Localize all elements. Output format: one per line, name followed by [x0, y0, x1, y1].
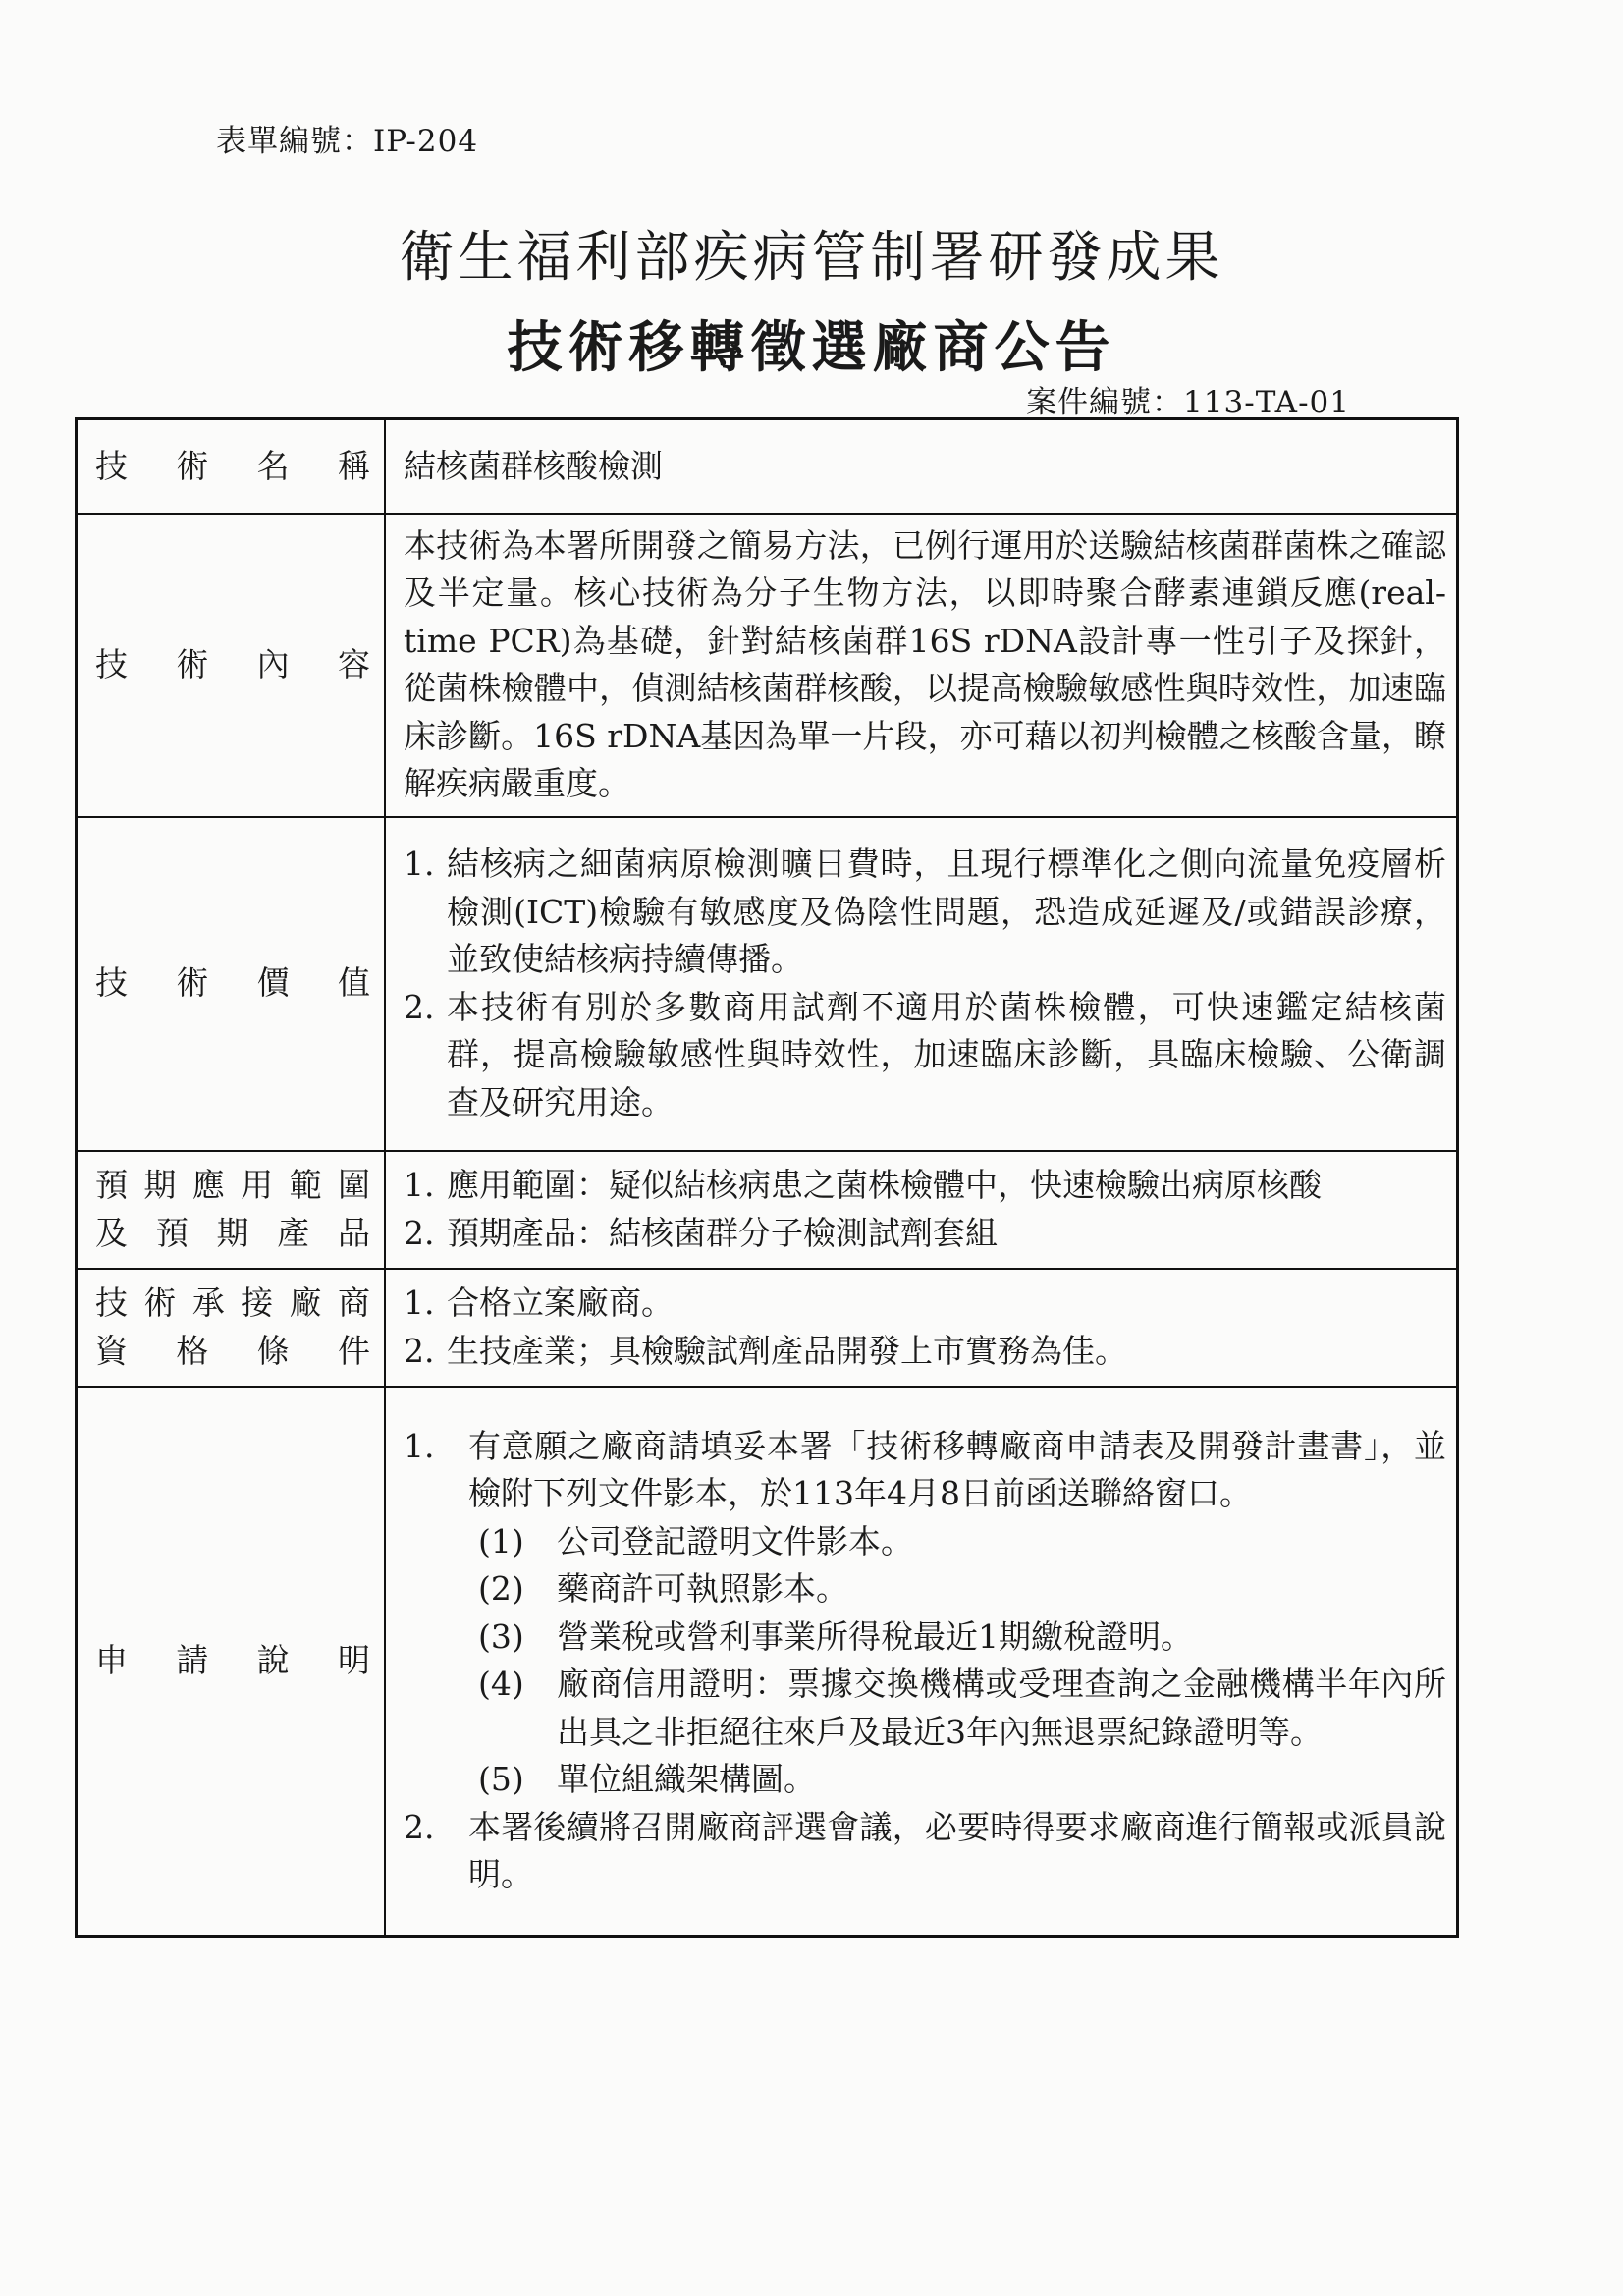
sub-item-text: 廠商信用證明：票據交換機構或受理查詢之金融機構半年內所出具之非拒絕往來戶及最近3年內無退票紀錄證明等。 — [557, 1665, 1446, 1751]
label-char: 品 — [338, 1213, 370, 1252]
label-text — [95, 959, 370, 1008]
label-qualification — [77, 1269, 386, 1387]
row-tech-content — [77, 514, 1458, 817]
label-tech-value — [77, 817, 386, 1151]
value-qualification — [385, 1269, 1458, 1387]
label-char: 申 — [95, 1641, 128, 1679]
sub-item-number: (2) — [478, 1569, 524, 1609]
sub-item-number: (4) — [478, 1665, 524, 1704]
list-item — [404, 1210, 1446, 1258]
label-char: 期 — [216, 1213, 249, 1252]
label-char: 內 — [256, 644, 290, 683]
value-tech-content: 本技術為本署所開發之簡易方法，已例行運用於送驗結核菌群菌株之確認及半定量。核心技術為分子生物方法，以即時聚合酵素連鎖反應(real-time PCR)為基礎，針對結核菌群16S rDNA設計專一性引子及探針，從菌株檢體中，偵測結核菌群核酸，以提高檢驗敏感性與時效性，加速臨床診斷。16S rDNA基因為單一片段，亦可藉以初判檢體之核酸含量，瞭解疾病嚴重度。 — [385, 514, 1458, 817]
row-apply-instructions — [77, 1387, 1458, 1937]
label-char: 及 — [95, 1213, 128, 1252]
sub-list — [468, 1518, 1446, 1804]
list-item — [404, 984, 1446, 1127]
value-tech-value — [385, 817, 1458, 1151]
label-application — [77, 1151, 386, 1269]
label-char: 用 — [241, 1166, 274, 1204]
label-char: 請 — [176, 1641, 209, 1679]
label-tech-name — [77, 419, 386, 514]
label-char: 說 — [256, 1641, 290, 1679]
label-char: 值 — [337, 963, 370, 1003]
label-char: 預 — [95, 1166, 128, 1204]
sub-item-text: 營業稅或營利事業所得稅最近1期繳稅證明。 — [557, 1616, 1193, 1656]
label-char: 術 — [143, 1284, 177, 1322]
label-text-line1 — [95, 1280, 370, 1328]
item-number: 1. — [404, 1166, 435, 1204]
row-tech-value — [77, 817, 1458, 1151]
item-number: 1. — [404, 1284, 435, 1322]
label-char: 產 — [277, 1213, 310, 1252]
item-text: 本技術有別於多數商用試劑不適用於菌株檢體，可快速鑑定結核菌群，提高檢驗敏感性與時效性，加速臨床診斷，具臨床檢驗、公衛調查及研究用途。 — [447, 987, 1446, 1121]
item-number: 2. — [404, 1331, 435, 1370]
label-text-line2 — [95, 1328, 370, 1376]
row-application — [77, 1151, 1458, 1269]
value-application — [385, 1151, 1458, 1269]
sub-item-number: (3) — [478, 1616, 524, 1656]
value-tech-name: 結核菌群核酸檢測 — [385, 419, 1458, 514]
form-number: 表單編號：IP-204 — [216, 124, 479, 159]
sub-item-text: 藥商許可執照影本。 — [557, 1569, 848, 1609]
announcement-table — [75, 417, 1459, 1938]
label-char: 技 — [95, 446, 128, 485]
list-item — [404, 1280, 1446, 1328]
label-char: 技 — [95, 1284, 128, 1322]
sub-list-item — [468, 1518, 1446, 1566]
label-char: 術 — [176, 644, 209, 683]
label-text-line2 — [95, 1210, 370, 1258]
sub-item-number: (1) — [478, 1521, 524, 1560]
item-text: 有意願之廠商請填妥本署「技術移轉廠商申請表及開發計畫書」，並檢附下列文件影本，於113年4月8日前函送聯絡窗口。 — [468, 1426, 1446, 1513]
label-apply-instructions — [77, 1387, 386, 1937]
label-char: 術 — [176, 963, 209, 1003]
list-item — [404, 1162, 1446, 1210]
label-char: 應 — [191, 1166, 225, 1204]
sub-item-number: (5) — [478, 1760, 524, 1799]
label-char: 技 — [95, 644, 128, 683]
item-number: 2. — [404, 1213, 435, 1252]
label-char: 容 — [337, 644, 370, 683]
label-text — [95, 641, 370, 689]
label-char: 承 — [191, 1284, 225, 1322]
document-title: 衛生福利部疾病管制署研發成果 — [399, 226, 1224, 290]
item-text: 預期產品：結核菌群分子檢測試劑套組 — [447, 1213, 998, 1252]
item-number: 1. — [404, 1426, 435, 1465]
label-char: 資 — [95, 1331, 128, 1370]
label-char: 範 — [289, 1166, 322, 1204]
label-char: 廠 — [289, 1284, 322, 1322]
item-text: 合格立案廠商。 — [447, 1284, 674, 1322]
value-apply-instructions — [385, 1387, 1458, 1937]
label-char: 期 — [143, 1166, 177, 1204]
label-char: 條 — [256, 1331, 290, 1370]
item-text: 本署後續將召開廠商評選會議，必要時得要求廠商進行簡報或派員說明。 — [468, 1807, 1446, 1894]
label-char: 價 — [256, 963, 290, 1003]
label-char: 預 — [155, 1213, 189, 1252]
label-char: 商 — [337, 1284, 370, 1322]
sub-item-text: 公司登記證明文件影本。 — [557, 1521, 913, 1560]
item-text: 生技產業；具檢驗試劑產品開發上市實務為佳。 — [447, 1331, 1127, 1370]
label-char: 件 — [337, 1331, 370, 1370]
label-char: 明 — [337, 1641, 370, 1679]
label-text-line1 — [95, 1162, 370, 1210]
row-qualification — [77, 1269, 1458, 1387]
sub-list-item — [468, 1565, 1446, 1613]
item-body — [468, 1423, 1446, 1804]
item-number: 1. — [404, 845, 435, 883]
label-char: 稱 — [337, 446, 370, 485]
label-char: 名 — [256, 446, 290, 485]
sub-list-item — [468, 1613, 1446, 1662]
sub-item-text: 單位組織架構圖。 — [557, 1760, 816, 1799]
label-char: 格 — [176, 1331, 209, 1370]
label-text — [95, 1637, 370, 1685]
item-text: 結核病之細菌病原檢測曠日費時，且現行標準化之側向流量免疫層析檢測(ICT)檢驗有敏感度及偽陰性問題，恐造成延遲及/或錯誤診療，並致使結核病持續傳播。 — [447, 845, 1446, 978]
label-char: 技 — [95, 963, 128, 1003]
label-tech-content — [77, 514, 386, 817]
sub-list-item — [468, 1661, 1446, 1756]
case-number: 案件編號：113-TA-01 — [1026, 385, 1350, 420]
label-char: 接 — [241, 1284, 274, 1322]
label-char: 圍 — [337, 1166, 370, 1204]
label-text — [95, 443, 370, 491]
label-char: 術 — [176, 446, 209, 485]
item-text: 應用範圍：疑似結核病患之菌株檢體中，快速檢驗出病原核酸 — [447, 1166, 1322, 1204]
list-item — [404, 1328, 1446, 1376]
list-item — [404, 841, 1446, 984]
row-tech-name — [77, 419, 1458, 514]
sub-list-item — [468, 1756, 1446, 1804]
list-item — [404, 1423, 1446, 1804]
item-number: 2. — [404, 1807, 435, 1846]
list-item — [404, 1804, 1446, 1899]
document-subtitle: 技術移轉徵選廠商公告 — [507, 315, 1116, 380]
item-number: 2. — [404, 987, 435, 1026]
